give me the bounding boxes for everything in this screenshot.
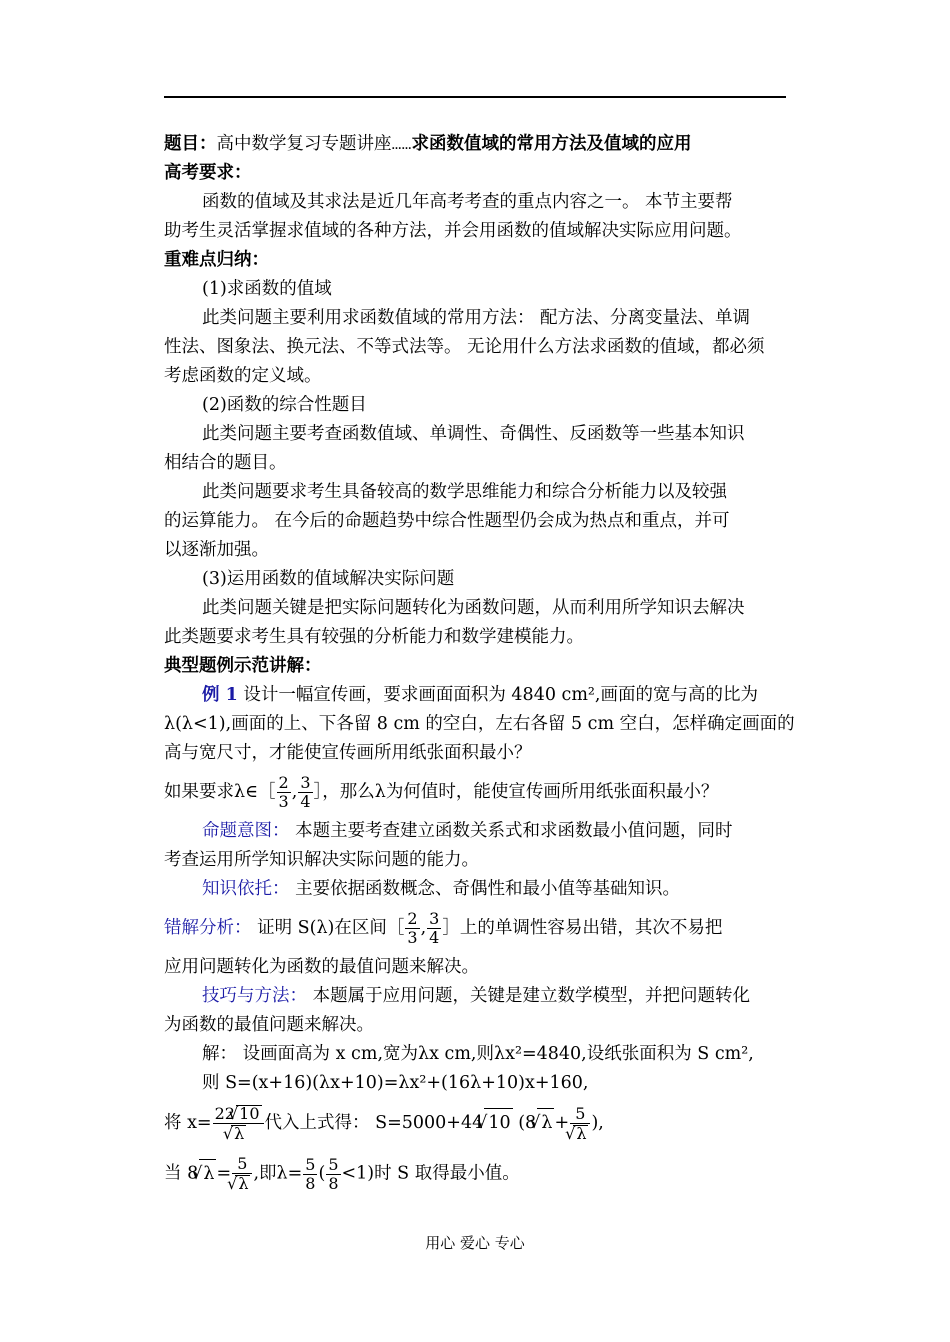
- sqrt-expression: √ 10: [236, 1105, 262, 1122]
- key-points-heading: 重难点归纳：: [164, 250, 269, 270]
- title-main: 求函数值域的常用方法及值域的应用: [411, 134, 692, 154]
- example-question: 如果要求λ∈［ $\frac{2}{3}$ , $\frac{3}{4}$ ］，那么λ为何值时，能使宣传画所用纸张面积最小？: [164, 773, 719, 811]
- solution-text: =: [216, 1163, 232, 1184]
- sqrt-expression: √ λ: [235, 1175, 250, 1192]
- numerator: 3: [429, 909, 440, 928]
- skill-text: 本题属于应用问题，关键是建立数学模型，并把问题转化: [307, 986, 751, 1006]
- question-text: ］，那么λ为何值时，能使宣传画所用纸张面积最小？: [313, 782, 719, 802]
- solution-text: (8: [518, 1113, 537, 1133]
- example-label: 例 1: [202, 685, 238, 705]
- sqrt-expression: √ λ: [573, 1125, 588, 1142]
- fraction: [427, 910, 441, 947]
- document-body: [164, 130, 795, 1199]
- example-text: 设计一幅宣传画，要求画面面积为 4840 cm²,画面的宽与高的比为: [243, 685, 758, 705]
- title-prefix: 高中数学复习专题讲座: [216, 134, 392, 154]
- intent-text: 本题主要考查建立函数关系式和求函数最小值问题，同时: [289, 821, 733, 841]
- numerator: 5: [328, 1154, 339, 1174]
- fraction: [326, 1156, 340, 1193]
- page-title: [164, 130, 786, 159]
- requirements-line: 助考生灵活掌握求值域的各种方法，并会用函数的值域解决实际应用问题。: [164, 221, 742, 241]
- knowledge-label: 知识依托：: [202, 879, 290, 899]
- paragraph-line: 此类问题主要考查函数值域、单调性、奇偶性、反函数等一些基本知识: [202, 424, 745, 444]
- solution-text: ),: [591, 1113, 604, 1133]
- solution-line: 则 S=(x+16)(λx+10)=λx²+(16λ+10)x+160,: [202, 1073, 589, 1093]
- skill-line: 为函数的最值问题来解决。: [164, 1015, 374, 1035]
- point-title: (1)求函数的值域: [202, 279, 332, 299]
- fraction: [232, 1155, 252, 1193]
- solution-text: +: [554, 1113, 570, 1133]
- sqrt-expression: √ λ: [199, 1159, 216, 1189]
- solution-text: ,即λ=: [253, 1163, 303, 1184]
- paragraph-line: 相结合的题目。: [164, 453, 287, 473]
- denominator: [570, 1124, 590, 1143]
- denominator: 3: [407, 928, 418, 947]
- intent-label: 命题意图：: [202, 821, 290, 841]
- numerator: 5: [232, 1155, 252, 1174]
- knowledge-text: 主要依据函数概念、奇偶性和最小值等基础知识。: [289, 879, 681, 899]
- denominator: 4: [429, 928, 440, 947]
- denominator: 8: [328, 1173, 339, 1193]
- fraction: [303, 1156, 317, 1193]
- fraction: [405, 910, 419, 947]
- solution-line: [164, 1098, 786, 1149]
- sqrt-expression: √ λ: [537, 1108, 554, 1138]
- paragraph-line: 性法、图象法、换元法、不等式法等。 无论用什么方法求函数的值域，都必须: [164, 337, 765, 357]
- intent-line: [164, 817, 786, 846]
- examples-heading: 典型题例示范讲解：: [164, 656, 322, 676]
- knowledge-line: [164, 875, 786, 904]
- solution-text: <1)时 S 取得最小值。: [341, 1163, 520, 1184]
- numerator: 2: [278, 773, 289, 792]
- paragraph-line: 的运算能力。 在今后的命题趋势中综合性题型仍会成为热点和重点，并可: [164, 511, 730, 531]
- numerator: 5: [570, 1105, 590, 1124]
- numerator: [213, 1104, 264, 1124]
- sqrt-expression: √ 10: [484, 1108, 512, 1138]
- solution-line: 解： 设画面高为 x cm,宽为λx cm,则λx²=4840,设纸张面积为 S cm²,: [202, 1044, 754, 1064]
- page-footer: 用心 爱心 专心: [425, 1234, 525, 1252]
- skill-line: [164, 982, 786, 1011]
- denominator: 8: [305, 1173, 316, 1193]
- sqrt-expression: √ λ: [231, 1125, 246, 1142]
- solution-text: (: [318, 1163, 326, 1184]
- error-text: ］上的单调性容易出错，其次不易把: [442, 918, 723, 938]
- paragraph-line: 此类题要求考生具有较强的分析能力和数学建模能力。: [164, 627, 584, 647]
- fraction: [277, 774, 291, 811]
- fraction: [298, 774, 312, 811]
- denominator: [232, 1174, 252, 1193]
- intent-line: 考查运用所学知识解决实际问题的能力。: [164, 850, 479, 870]
- denominator: 3: [278, 792, 289, 811]
- denominator: 4: [300, 792, 311, 811]
- numerator: 5: [305, 1154, 316, 1174]
- solution-text: 当 8: [164, 1163, 199, 1184]
- numerator: 3: [300, 773, 311, 792]
- requirements-line: 函数的值域及其求法是近几年高考考查的重点内容之一。 本节主要帮: [202, 192, 733, 212]
- fraction: [213, 1104, 264, 1143]
- error-analysis-line: 应用问题转化为函数的最值问题来解决。: [164, 957, 479, 977]
- solution-text: 代入上式得： S=5000+44: [264, 1113, 484, 1133]
- coefficient: 22: [214, 1104, 235, 1123]
- point-title: (3)运用函数的值域解决实际问题: [202, 569, 455, 589]
- paragraph-line: 此类问题要求考生具备较高的数学思维能力和综合分析能力以及较强: [202, 482, 727, 502]
- header-rule: [164, 96, 786, 98]
- title-label: 题目：: [164, 134, 217, 154]
- example-line: λ(λ<1),画面的上、下各留 8 cm 的空白，左右各留 5 cm 空白，怎样确定画面的: [164, 714, 795, 734]
- paragraph-line: 以逐渐加强。: [164, 540, 269, 560]
- paragraph-line: 考虑函数的定义域。: [164, 366, 322, 386]
- point-title: (2)函数的综合性题目: [202, 395, 367, 415]
- error-label: 错解分析：: [164, 918, 252, 938]
- solution-line: [164, 1149, 786, 1199]
- paragraph-line: 此类问题关键是把实际问题转化为函数问题，从而利用所学知识去解决: [202, 598, 745, 618]
- denominator: [213, 1124, 264, 1143]
- error-text: 证明 S(λ)在区间［: [251, 918, 405, 938]
- fraction: [570, 1105, 590, 1143]
- example-line: [164, 681, 786, 710]
- numerator: 2: [407, 909, 418, 928]
- skill-label: 技巧与方法：: [202, 986, 307, 1006]
- error-analysis-line: 错解分析： 证明 S(λ)在区间［ $\frac{2}{3}$ , $\frac{3}{4}$ ］上的单调性容易出错，其次不易把: [164, 909, 723, 947]
- question-text: 如果要求λ∈［: [164, 782, 276, 802]
- paragraph-line: 此类问题主要利用求函数值域的常用方法： 配方法、分离变量法、单调: [202, 308, 751, 328]
- example-line: 高与宽尺寸，才能使宣传画所用纸张面积最小？: [164, 743, 532, 763]
- solution-text: 将 x=: [164, 1113, 212, 1133]
- title-dots: ……: [391, 141, 412, 152]
- requirements-heading: 高考要求：: [164, 163, 252, 183]
